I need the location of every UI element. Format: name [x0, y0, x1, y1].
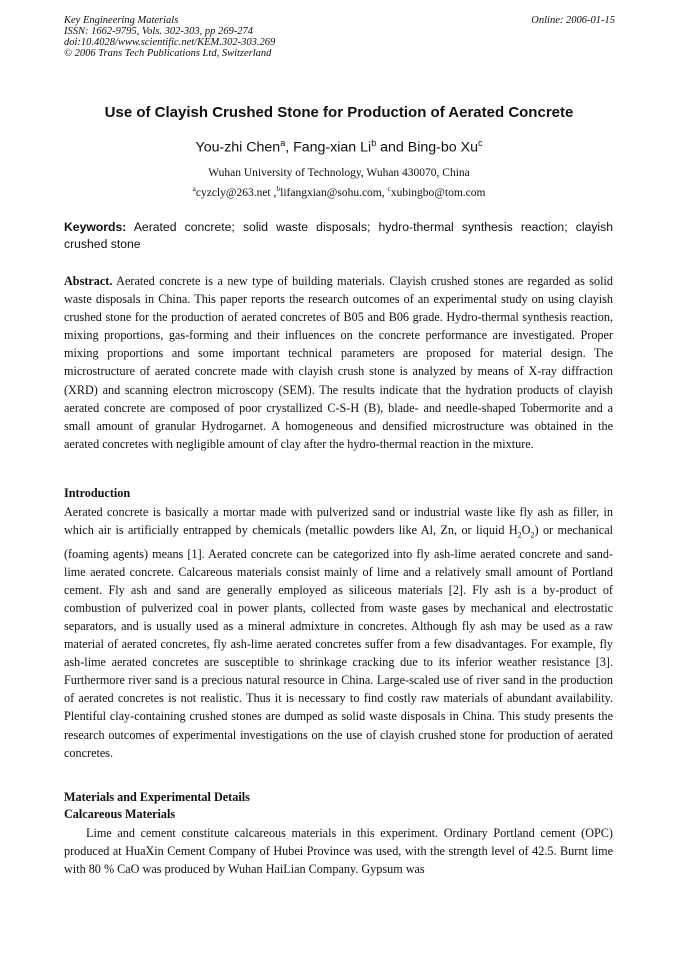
email: cyzcly@263.net , — [195, 186, 277, 199]
author-name: Bing-bo Xu — [407, 139, 478, 156]
author-name: Fang-xian Li — [293, 139, 372, 156]
intro-text-3: ) or mechanical (foaming agents) means [1]. Aerated concrete can be categorized into fly ash-lime aerated concrete and sand-lime aerated concrete. Calcareous materials consist mainly of lime and a relatively small amount of Portland cement. Fly ash and sand are generally employed as siliceous materials [2]. Fly ash is a by-product of combustion of pulverized coal in power plants, collected from waste gases by mechanical and electrostatic separators, and is usually used as a mineral admixture in concretes. Although fly ash may be used as a raw material of aerated concretes, fly ash-lime aerated concretes suffer from a few disadvantages. For example, fly ash-lime aerated concretes are susceptible to shrinkage cracking due to its inferior weather resistance [3]. Furthermore river sand is a precious natural resource in China. Large-scaled use of river sand in the production of aerated concretes is not realistic. Thus it is necessary to find costly raw materials of abundant availability. Plentiful clay-containing crushed stones are dumped as solid waste disposals in China. This study presents the research outcomes of experimental investigations on the use of clayish crushed stone for production of aerated concretes. — [64, 523, 614, 760]
abstract-label: Abstract. — [64, 274, 113, 288]
author-list — [40, 138, 638, 156]
materials-heading: Materials and Experimental Details — [64, 790, 250, 804]
author-separator: , — [285, 139, 294, 156]
subscript: 2 — [530, 530, 535, 540]
email-marker: a — [192, 184, 196, 193]
introduction-heading: Introduction — [64, 486, 131, 500]
author-separator: and — [376, 139, 408, 156]
keywords-label: Keywords: — [64, 220, 127, 234]
intro-text-1: Aerated concrete is basically a mortar made with pulverized sand or industrial waste like fly ash as filler, in which air is artificially entrapped by chemicals (metallic powders like Al, Zn, or liquid H — [64, 505, 613, 538]
keywords-text: Aerated concrete; solid waste disposals; hydro-thermal synthesis reaction; clayish crushed stone — [64, 220, 613, 251]
journal-header — [64, 15, 275, 59]
email-marker: b — [276, 184, 281, 193]
author-emails — [40, 184, 638, 199]
author-marker: a — [280, 138, 286, 148]
online-date: Online: 2006-01-15 — [531, 15, 615, 26]
calcareous-subheading: Calcareous Materials — [64, 807, 176, 821]
author-name: You-zhi Chen — [195, 139, 281, 156]
subscript: 2 — [517, 530, 522, 540]
paper-title: Use of Clayish Crushed Stone for Production of Aerated Concrete — [104, 104, 574, 121]
doi-line: doi:10.4028/www.scientific.net/KEM.302-303.269 — [64, 37, 276, 48]
calcareous-paragraph: Lime and cement constitute calcareous materials in this experiment. Ordinary Portland cement (OPC) produced at HuaXin Cement Company of Hubei Province was used, with the strength level of 42.5. Burnt lime with 80 % CaO was produced by Wuhan HaiLian Company. Gypsum was — [64, 826, 613, 877]
abstract-text: Aerated concrete is a new type of building materials. Clayish crushed stones are regarded as solid waste disposals in China. This paper reports the research outcomes of an experimental study on using clayish crushed stone for the production of aerated concretes of B05 and B06 grade. Hydro-thermal synthesis reaction, mixing proportions, gas-forming and their influences on the concrete performance are investigated. Proper mixing proportions and some important technical parameters are proposed for material design. The microstructure of aerated concrete made with clayish crush stone is analyzed by means of X-ray diffraction (XRD) and scanning electron microscopy (SEM). The results indicate that the hydration products of clayish aerated concrete are composed of poor crystallized C-S-H (B), blade- and needle-shaped Tobermorite and a small amount of granular Hydrogarnet. A homogeneous and densified microstructure was obtained in the aerated concretes with negligible amount of clay after the hydro-thermal reaction in the mixture. — [64, 274, 613, 451]
issn-line: ISSN: 1662-9795, Vols. 302-303, pp 269-274 — [64, 26, 253, 37]
author-marker: c — [477, 138, 483, 148]
keywords-section — [64, 219, 613, 253]
abstract-section — [64, 272, 613, 453]
email-marker: c — [387, 184, 391, 193]
copyright-line: © 2006 Trans Tech Publications Ltd, Switzerland — [64, 48, 272, 59]
affiliation: Wuhan University of Technology, Wuhan 430070, China — [208, 167, 470, 179]
email: xubingbo@tom.com — [390, 186, 486, 199]
intro-text-2: O — [521, 523, 531, 538]
journal-name: Key Engineering Materials — [64, 15, 179, 26]
email: lifangxian@sohu.com, — [280, 186, 388, 199]
introduction-paragraph — [64, 503, 613, 762]
author-marker: b — [371, 138, 377, 148]
